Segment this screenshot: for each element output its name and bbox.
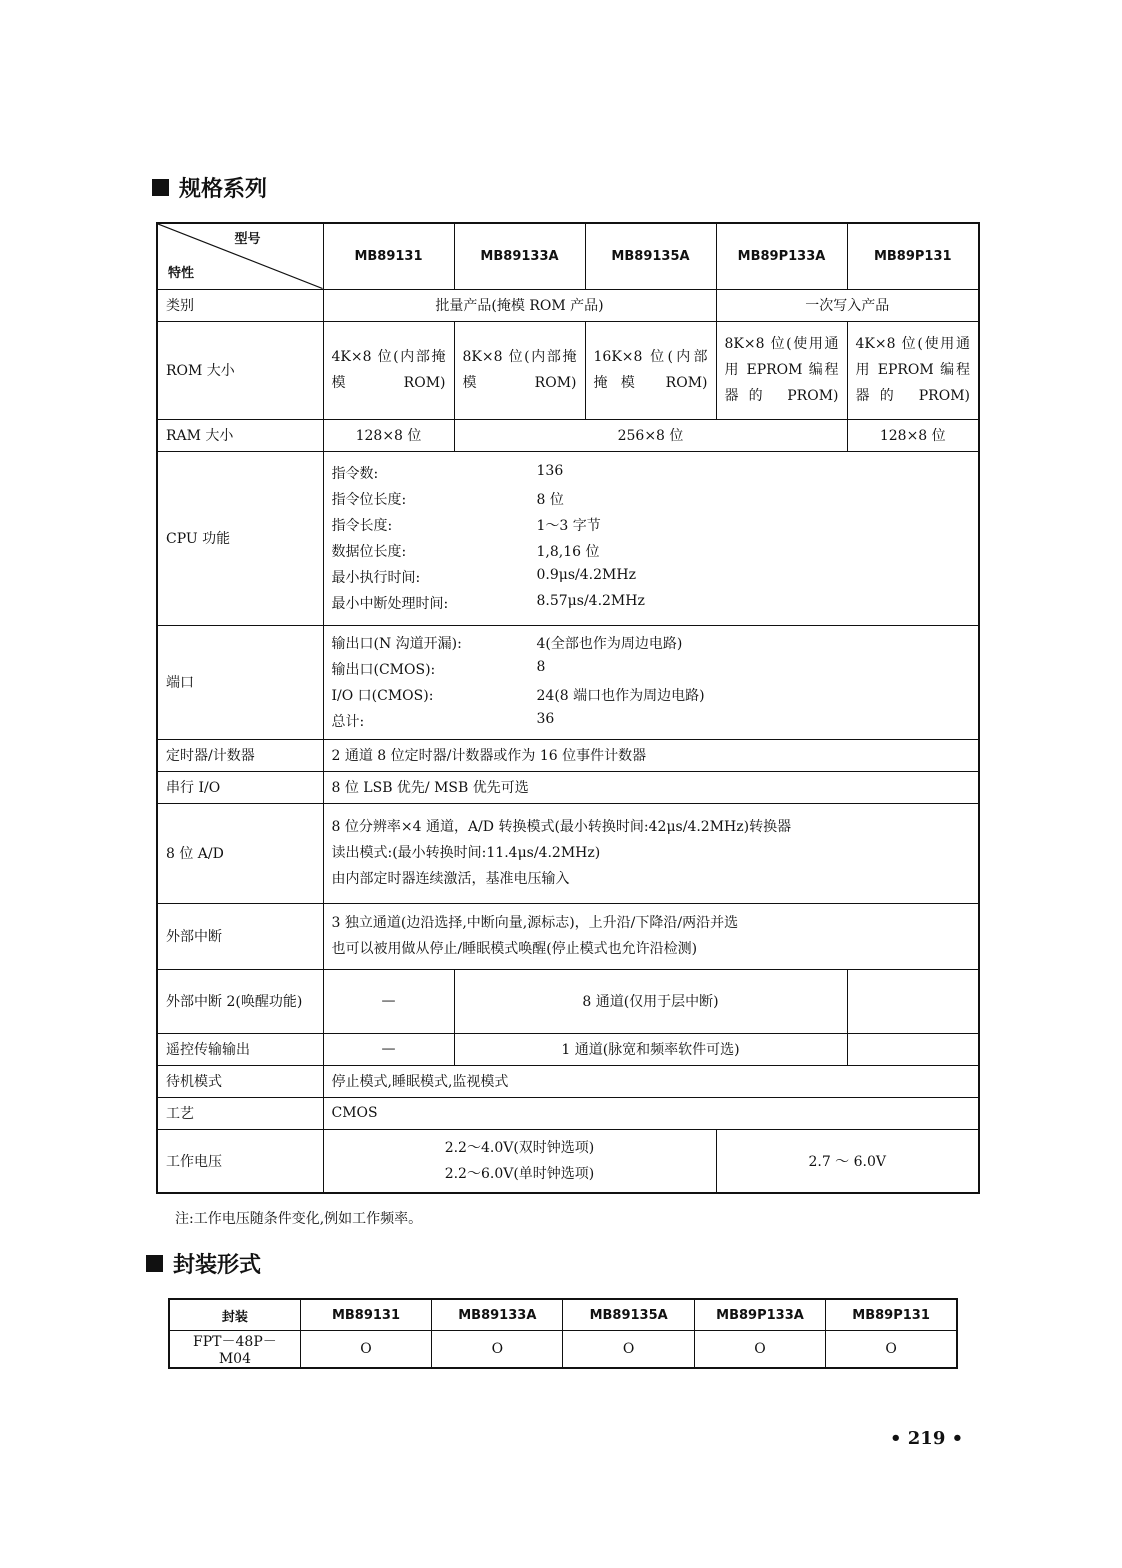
footnote: 注:工作电压随条件变化,例如工作频率。	[175, 1211, 423, 1227]
availability-mark: O	[826, 1331, 957, 1369]
model-header: MB89133A	[454, 223, 585, 289]
row-label-voltage: 工作电压	[157, 1129, 323, 1193]
model-header: MB89P133A	[694, 1299, 825, 1331]
section-title-text: 规格系列	[179, 177, 268, 202]
remote-dash: —	[323, 1033, 454, 1065]
corner-model-label: 型号	[234, 232, 261, 247]
process-value: CMOS	[323, 1097, 979, 1129]
cpu-key: 最小执行时间:	[331, 570, 421, 586]
cpu-key: 最小中断处理时间:	[331, 596, 449, 612]
remote-empty	[847, 1033, 979, 1065]
ram-value: 256×8 位	[454, 419, 847, 451]
row-label-ext-int: 外部中断	[157, 903, 323, 969]
cpu-key: 数据位长度:	[331, 544, 407, 560]
ram-value: 128×8 位	[847, 419, 979, 451]
row-label-process: 工艺	[157, 1097, 323, 1129]
voltage-line: 2.2～4.0V(双时钟选项)	[444, 1139, 595, 1156]
port-features	[323, 625, 979, 739]
model-header: MB89P131	[847, 223, 979, 289]
rom-text: 8K×8 位(内部掩模 ROM)	[462, 349, 577, 391]
port-value: 4(全部也作为周边电路)	[536, 636, 683, 652]
port-value: 8	[536, 659, 546, 675]
adc-value	[323, 803, 979, 903]
availability-mark: O	[563, 1331, 694, 1369]
rom-value	[847, 321, 979, 419]
row-label-ram: RAM 大小	[157, 419, 323, 451]
adc-line: 8 位分辨率×4 通道，A/D 转换模式(最小转换时间:42μs/4.2MHz)转换器	[331, 819, 792, 835]
package-table	[168, 1298, 958, 1369]
rom-text: 4K×8 位(内部掩模 ROM)	[331, 349, 446, 391]
port-key: I/O 口(CMOS):	[331, 688, 434, 704]
serial-value: 8 位 LSB 优先/ MSB 优先可选	[323, 771, 979, 803]
row-label-port: 端口	[157, 625, 323, 739]
voltage-mask-value	[323, 1129, 716, 1193]
cpu-key: 指令长度:	[331, 518, 393, 534]
voltage-otp-value: 2.7 ～ 6.0V	[716, 1129, 979, 1193]
section-title-specs	[152, 172, 267, 203]
adc-line: 由内部定时器连续激活，基准电压输入	[331, 871, 570, 887]
adc-line: 读出模式:(最小转换时间:11.4μs/4.2MHz)	[331, 845, 601, 861]
availability-mark: O	[432, 1331, 563, 1369]
ext-int2-value: 8 通道(仅用于层中断)	[454, 969, 847, 1033]
square-bullet-icon	[146, 1255, 163, 1272]
cpu-value: 0.9μs/4.2MHz	[536, 567, 636, 583]
standby-value: 停止模式,睡眠模式,监视模式	[323, 1065, 979, 1097]
rom-value	[716, 321, 847, 419]
package-name: FPT－48P－M04	[169, 1331, 300, 1369]
cpu-value: 1,8,16 位	[536, 544, 600, 560]
cpu-key: 指令数:	[331, 466, 379, 482]
model-header: MB89135A	[585, 223, 716, 289]
category-otp: 一次写入产品	[716, 289, 979, 321]
cpu-value: 136	[536, 463, 564, 479]
ext-int-line: 也可以被用做从停止/睡眠模式唤醒(停止模式也允许沿检测)	[331, 941, 698, 957]
cpu-value: 8 位	[536, 492, 564, 508]
port-key: 输出口(N 沟道开漏):	[331, 636, 462, 652]
section-title-package	[146, 1248, 261, 1279]
ram-value: 128×8 位	[323, 419, 454, 451]
port-key: 输出口(CMOS):	[331, 662, 436, 678]
row-label-cpu: CPU 功能	[157, 451, 323, 625]
package-header: 封装	[169, 1299, 300, 1331]
rom-value	[454, 321, 585, 419]
row-label-rom: ROM 大小	[157, 321, 323, 419]
rom-value	[323, 321, 454, 419]
rom-value	[585, 321, 716, 419]
row-label-remote: 遥控传输输出	[157, 1033, 323, 1065]
row-label-ext-int2: 外部中断 2(唤醒功能)	[157, 969, 323, 1033]
rom-text: 4K×8 位(使用通用 EPROM 编程器的 PROM)	[855, 336, 970, 404]
row-label-category: 类别	[157, 289, 323, 321]
section-title-text: 封装形式	[173, 1253, 262, 1278]
cpu-features	[323, 451, 979, 625]
corner-feature-label: 特性	[168, 265, 195, 281]
port-value: 24(8 端口也作为周边电路)	[536, 688, 705, 704]
cpu-value: 1～3 字节	[536, 518, 601, 534]
voltage-line: 2.2～6.0V(单时钟选项)	[444, 1165, 595, 1182]
row-label-serial: 串行 I/O	[157, 771, 323, 803]
availability-mark: O	[300, 1331, 431, 1369]
port-value: 36	[536, 711, 555, 727]
ext-int-line: 3 独立通道(边沿选择,中断向量,源标志)，上升沿/下降沿/两沿并选	[331, 915, 739, 931]
spec-table	[156, 222, 980, 1194]
ext-int-value	[323, 903, 979, 969]
rom-text: 8K×8 位(使用通用 EPROM 编程器的 PROM)	[724, 336, 839, 404]
category-mask-rom: 批量产品(掩模 ROM 产品)	[323, 289, 716, 321]
corner-cell	[157, 223, 323, 289]
square-bullet-icon	[152, 179, 169, 196]
model-header: MB89P131	[826, 1299, 957, 1331]
page-number: • 219 •	[890, 1428, 964, 1449]
ext-int2-dash: —	[323, 969, 454, 1033]
model-header: MB89P133A	[716, 223, 847, 289]
model-header: MB89135A	[563, 1299, 694, 1331]
cpu-key: 指令位长度:	[331, 492, 407, 508]
remote-value: 1 通道(脉宽和频率软件可选)	[454, 1033, 847, 1065]
model-header: MB89131	[300, 1299, 431, 1331]
cpu-value: 8.57μs/4.2MHz	[536, 593, 645, 609]
ext-int2-empty	[847, 969, 979, 1033]
timer-value: 2 通道 8 位定时器/计数器或作为 16 位事件计数器	[323, 739, 979, 771]
row-label-adc: 8 位 A/D	[157, 803, 323, 903]
row-label-timer: 定时器/计数器	[157, 739, 323, 771]
availability-mark: O	[694, 1331, 825, 1369]
port-key: 总计:	[331, 714, 365, 730]
rom-text: 16K×8 位(内部掩模 ROM)	[593, 349, 708, 391]
model-header: MB89133A	[432, 1299, 563, 1331]
model-header: MB89131	[323, 223, 454, 289]
row-label-standby: 待机模式	[157, 1065, 323, 1097]
